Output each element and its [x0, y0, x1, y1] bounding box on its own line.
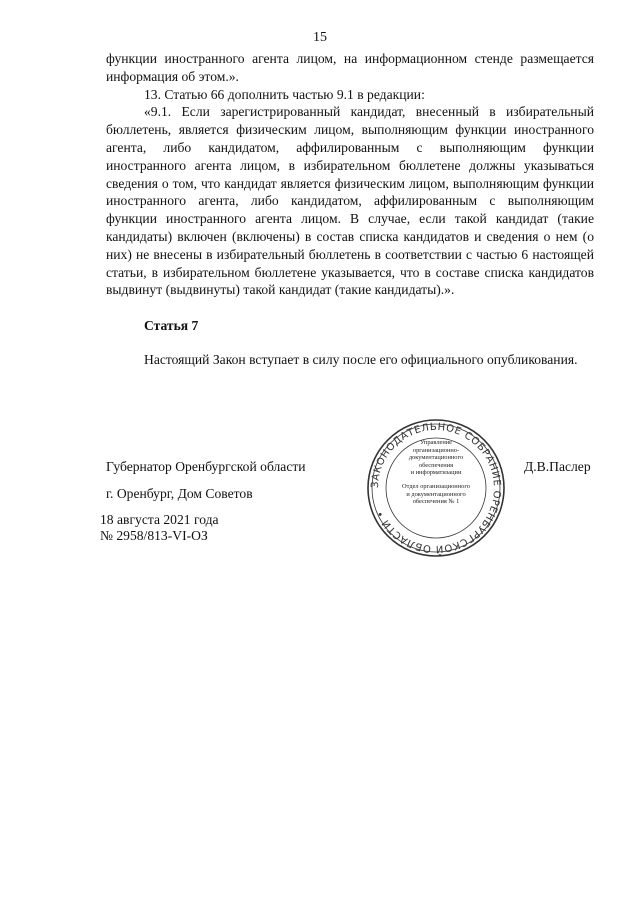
paragraph-amendment-13: 13. Статью 66 дополнить частью 9.1 в редакции:: [144, 86, 425, 102]
law-number: № 2958/813-VI-ОЗ: [100, 528, 208, 543]
article-heading: Статья 7: [144, 318, 199, 334]
page-number: 15: [313, 30, 327, 45]
signing-place: г. Оренбург, Дом Советов: [106, 486, 253, 501]
seal-inner-line: обеспечения: [418, 461, 454, 469]
paragraph-entry-into-force: Настоящий Закон вступает в силу после его официального опубликования.: [144, 351, 578, 367]
signatory-name: Д.В.Паслер: [524, 459, 591, 474]
seal-inner-line: и информатизации: [410, 469, 462, 477]
seal-inner-line: документационного: [408, 454, 464, 462]
seal-inner-line: Управление: [419, 439, 453, 446]
paragraph-continuation: функции иностранного агента лицом, на информационном стенде размещается информация об этом.».: [106, 51, 594, 84]
seal-inner-line: организационно-: [412, 446, 460, 454]
paragraph-quoted-part-9-1: «9.1. Если зарегистрированный кандидат, внесенный в избирательный бюллетень, является физическим лицом, выполняющим функции иностранного агента, либо кандидатом, аффилированным с выполняющим функции иностранного агента лицом, в избирательном бюллетене должны указываться сведения о том, что кандидат является физическим лицом, выполняющим функции иностранного агента, либо кандидатом, аффилированным с выполняющим функции иностранного агента лицом. В случае, если такой кандидат (такие кандидаты) включен (включены) в состав списка кандидатов и сведения о нем (о них) не внесены в избирательный бюллетень в соответствии с частью 6 настоящей статьи, в избирательном бюллетене указывается, что в составе списка кандидатов выдвинут (выдвинуты) такой кандидат (такие кандидаты).».: [106, 104, 594, 298]
seal-inner-line: и документационного: [406, 490, 466, 498]
signing-date: 18 августа 2021 года: [100, 512, 219, 527]
date-number-block: [100, 512, 219, 544]
signatory-title: Губернатор Оренбургской области: [106, 459, 306, 474]
seal-ring-text: ЗАКОНОДАТЕЛЬНОЕ СОБРАНИЕ ОРЕНБУРГСКОЙ ОБЛАСТИ •: [369, 421, 503, 555]
seal-inner-line: обеспечения № 1: [412, 498, 460, 506]
document-body: [106, 50, 594, 369]
seal-inner-text: [388, 439, 484, 506]
seal-inner-line: Отдел организационного: [402, 482, 470, 490]
